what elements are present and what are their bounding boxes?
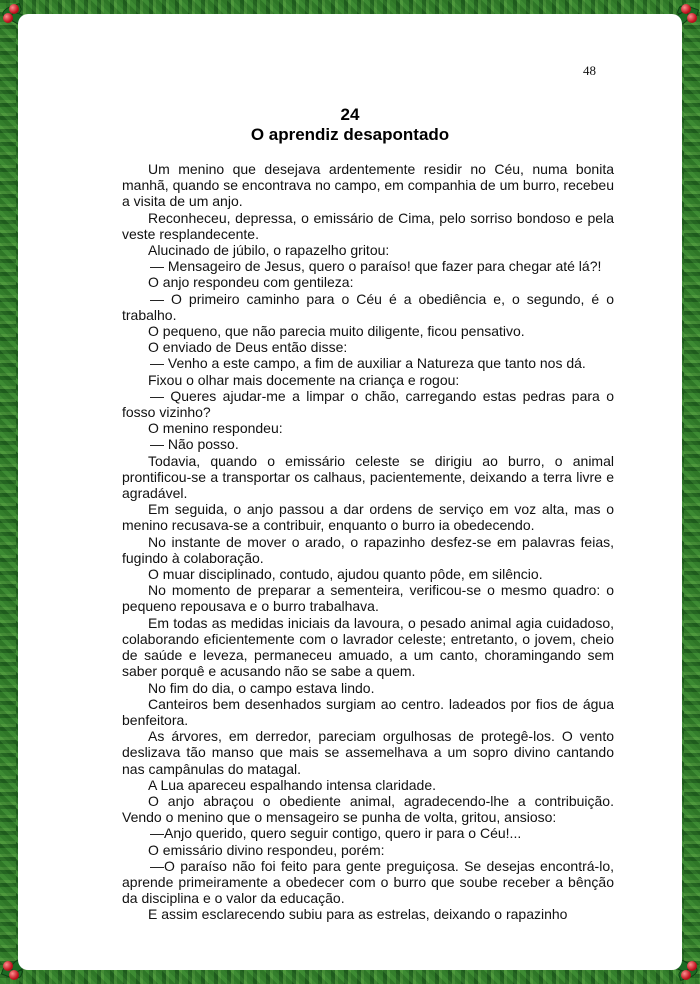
paragraph: O enviado de Deus então disse: [148, 339, 348, 356]
chapter-body [122, 161, 614, 923]
page-number: 48 [583, 63, 596, 78]
paragraph: A Lua apareceu espalhando intensa claridade. [148, 776, 436, 793]
document-page [18, 14, 682, 970]
border-right [684, 0, 700, 984]
paragraph: Em seguida, o anjo passou a dar ordens de serviço em voz alta, mas o menino recusava-se a contribuir, enquanto o burro ia obedecendo. [122, 501, 614, 534]
paragraph: Canteiros bem desenhados surgiam ao centro. ladeados por fios de água benfeitora. [122, 695, 614, 728]
paragraph: No momento de preparar a sementeira, verificou-se o mesmo quadro: o pequeno repousava e o burro trabalhava. [122, 582, 614, 615]
paragraph: Alucinado de júbilo, o rapazelho gritou: [148, 242, 390, 259]
paragraph: Um menino que desejava ardentemente residir no Céu, numa bonita manhã, quando se encontrava no campo, em companhia de um burro, recebeu a visita de um anjo. [122, 161, 614, 210]
paragraph: Reconheceu, depressa, o emissário de Cima, pelo sorriso bondoso e pela veste resplandecente. [122, 209, 614, 242]
paragraph: — Venho a este campo, a fim de auxiliar a Natureza que tanto nos dá. [150, 355, 586, 372]
paragraph: As árvores, em derredor, pareciam orgulhosas de protegê-los. O vento deslizava tão manso que mais se assemelhava a um sopro divino cantando nas campânulas do matagal. [122, 728, 614, 777]
paragraph: O emissário divino respondeu, porém: [148, 841, 385, 858]
paragraph: No fim do dia, o campo estava lindo. [148, 679, 375, 696]
paragraph: O anjo respondeu com gentileza: [148, 274, 354, 291]
paragraph: Fixou o olhar mais docemente na criança e rogou: [148, 371, 460, 388]
paragraph: —O paraíso não foi feito para gente preguiçosa. Se desejas encontrá-lo, aprende primeiramente a obedecer com o burro que soube receber a bênção da disciplina e o valor da educação. [122, 857, 614, 907]
paragraph: Todavia, quando o emissário celeste se dirigiu ao burro, o animal prontificou-se a transportar os calhaus, pacientemente, deixando a terra livre e agradável. [122, 452, 614, 502]
chapter-title: O aprendiz desapontado [250, 125, 450, 144]
paragraph: O muar disciplinado, contudo, ajudou quanto pôde, em silêncio. [148, 566, 543, 583]
paragraph: — Queres ajudar-me a limpar o chão, carregando estas pedras para o fosso vizinho? [122, 387, 614, 421]
paragraph: No instante de mover o arado, o rapazinho desfez-se em palavras feias, fugindo à colaboração. [122, 533, 614, 566]
border-left [0, 0, 16, 984]
paragraph: — O primeiro caminho para o Céu é a obediência e, o segundo, é o trabalho. [122, 290, 614, 323]
paragraph: —Anjo querido, quero seguir contigo, quero ir para o Céu!... [150, 825, 522, 842]
paragraph: O anjo abraçou o obediente animal, agradecendo-lhe a contribuição. Vendo o menino que o mensageiro se punha de volta, gritou, ansioso: [122, 792, 614, 826]
chapter-number: 24 [340, 105, 360, 124]
border-bottom [0, 968, 700, 984]
paragraph: O pequeno, que não parecia muito diligente, ficou pensativo. [148, 323, 525, 340]
paragraph: — Não posso. [150, 436, 239, 453]
paragraph: Em todas as medidas iniciais da lavoura, o pesado animal agia cuidadoso, colaborando eficientemente com o lavrador celeste; entretanto, o jovem, cheio de saúde e leveza, permaneceu amuado, a um canto, choramingando sem saber porquê e acusando não se sabe a quem. [122, 614, 614, 680]
paragraph: O menino respondeu: [148, 420, 283, 437]
paragraph: — Mensageiro de Jesus, quero o paraíso! que fazer para chegar até lá?! [150, 258, 602, 275]
paragraph: E assim esclarecendo subiu para as estrelas, deixando o rapazinho [148, 906, 568, 923]
